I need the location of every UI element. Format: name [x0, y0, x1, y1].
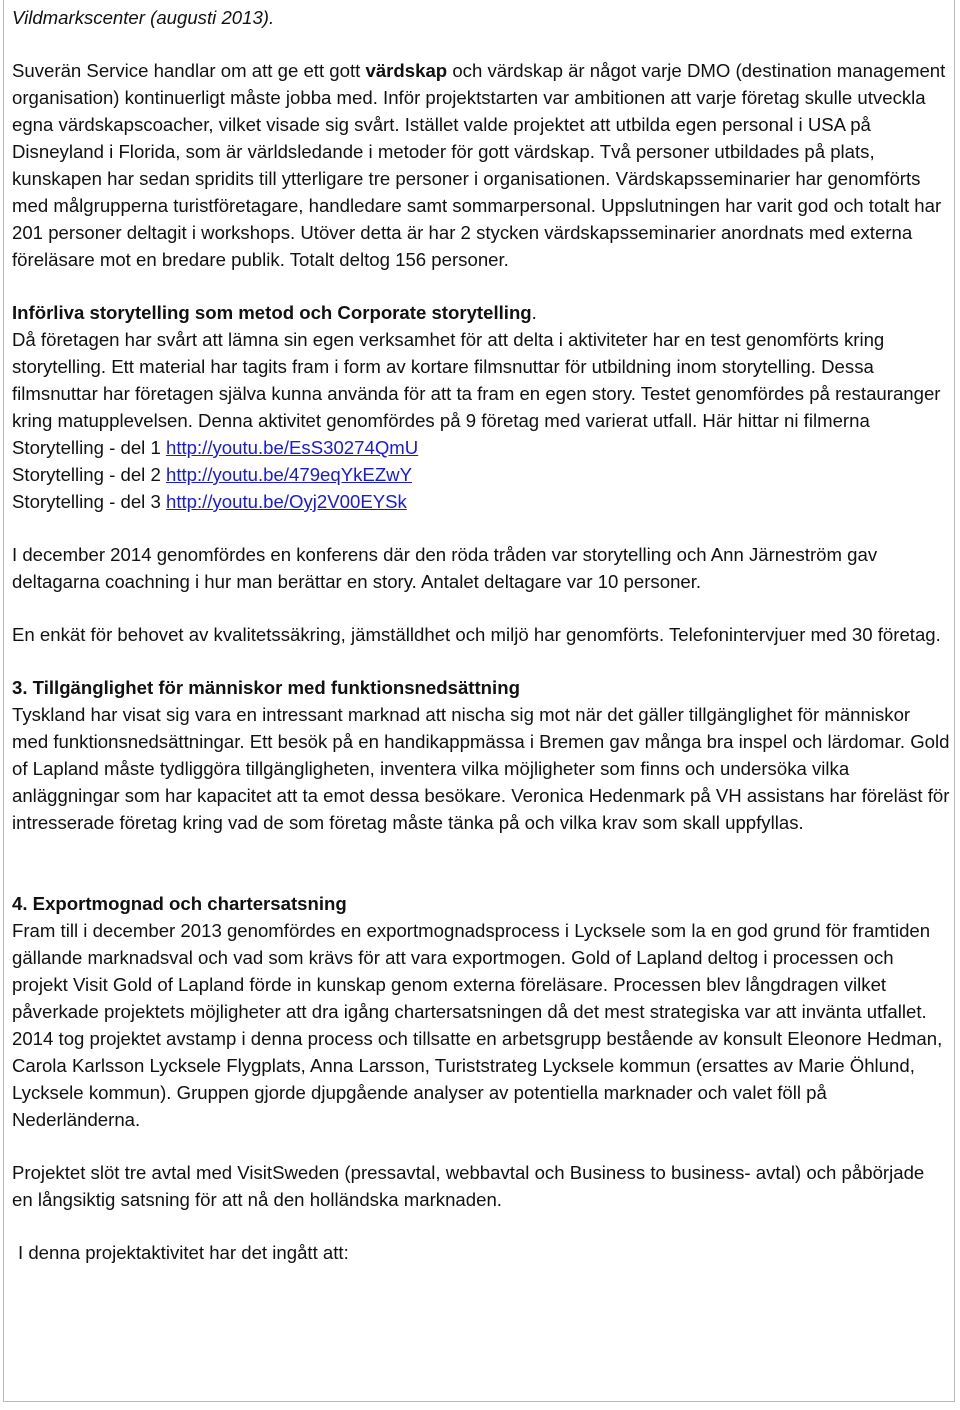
service-text-post: och värdskap är något varje DMO (destination management organisation) kontinuerligt måste jobba med. Inför projektstarten var ambitionen att varje företag skulle utveckla egna värdskapscoacher, vilket visade sig svårt. Istället valde projektet att utbilda egen personal i USA på Disneyland i Florida, som är världsledande i metoder för gott värdskap. Två personer utbildades på plats, kunskapen har sedan spridits till ytterligare tre personer i organisationen. Värdskapsseminarier har genomförts med målgrupperna turistföretagare, handledare samt sommarpersonal. Uppslutningen har varit god och totalt har 201 personer deltagit i workshops. Utöver detta är har 2 stycken värdskapsseminarier anordnats med externa föreläsare mot en bredare publik. Totalt deltog 156 personer.	[12, 60, 946, 270]
storytelling-link-row-3	[12, 488, 950, 515]
survey-paragraph: En enkät för behovet av kvalitetssäkring, jämställdhet och miljö har genomförts. Telefonintervjuer med 30 företag.	[12, 624, 941, 645]
spacer	[12, 515, 950, 541]
link-label: Storytelling - del 1	[12, 437, 166, 458]
link-label: Storytelling - del 2	[12, 464, 166, 485]
service-text-pre: Suverän Service handlar om att ge ett gott	[12, 60, 366, 81]
link-label: Storytelling - del 3	[12, 491, 166, 512]
spacer	[12, 273, 950, 299]
spacer	[12, 1213, 950, 1239]
spacer	[12, 836, 950, 890]
spacer	[12, 31, 950, 57]
spacer	[12, 648, 950, 674]
document-body	[12, 4, 950, 1266]
storytelling-heading-text: Införliva storytelling som metod och Corporate storytelling	[12, 302, 532, 323]
section-4-agreements: Projektet slöt tre avtal med VisitSweden (pressavtal, webbavtal och Business to business- avtal) och påbörjade en långsiktig satsning för att nå den holländska marknaden.	[12, 1162, 925, 1210]
section-4-body: Fram till i december 2013 genomfördes en exportmognadsprocess i Lycksele som la en god grund för framtiden gällande marknadsval och vad som krävs för att vara exportmogen. Gold of Lapland deltog i processen och projekt Visit Gold of Lapland förde in kunskap genom externa föreläsare. Processen blev långdragen vilket påverkade projektets möjligheter att dra igång chartersatsningen då det mest strategiska var att invänta utfallet. 2014 tog projektet avstamp i denna process och tillsatte en arbetsgrupp bestående av konsult Eleonore Hedman, Carola Karlsson Lycksele Flygplats, Anna Larsson, Turiststrateg Lycksele kommun (ersattes av Marie Öhlund, Lycksele kommun). Gruppen gjorde djupgående analyser av potentiella marknader och valet föll på Nederländerna.	[12, 920, 943, 1130]
storytelling-heading-period: .	[531, 302, 537, 323]
youtube-link-1[interactable]: http://youtu.be/EsS30274QmU	[166, 437, 419, 458]
storytelling-body: Då företagen har svårt att lämna sin egen verksamhet för att delta i aktiviteter har en test genomförts kring storytelling. Ett material har tagits fram i form av kortare filmsnuttar för utbildning inom storytelling. Dessa filmsnuttar har företagen själva kunna använda för att ta fram en egen story. Testet genomfördes på restauranger kring matupplevelsen. Denna aktivitet genomfördes på 9 företag med varierat utfall. Här hittar ni filmerna	[12, 329, 941, 431]
service-paragraph	[12, 57, 950, 273]
section-3-body: Tyskland har visat sig vara en intressant marknad att nischa sig mot när det gäller tillgänglighet för människor med funktionsnedsättningar. Ett besök på en handikappmässa i Bremen gav många bra inspel och lärdomar. Gold of Lapland måste tydliggöra tillgängligheten, inventera vilka möjligheter som finns och undersöka vilka anläggningar som har kapacitet att ta emot dessa besökare. Veronica Hedenmark på VH assistans har föreläst för intresserade företag kring vad de som företag måste tänka på och vilka krav som skall uppfyllas.	[12, 704, 950, 833]
section-4-activity-intro: I denna projektaktivitet har det ingått att:	[18, 1242, 349, 1263]
section-3-heading: 3. Tillgänglighet för människor med funktionsnedsättning	[12, 677, 520, 698]
spacer	[12, 595, 950, 621]
youtube-link-2[interactable]: http://youtu.be/479eqYkEZwY	[166, 464, 413, 485]
youtube-link-3[interactable]: http://youtu.be/Oyj2V00EYSk	[166, 491, 407, 512]
conference-paragraph: I december 2014 genomfördes en konferens där den röda tråden var storytelling och Ann Järneström gav deltagarna coachning i hur man berättar en story. Antalet deltagare var 10 personer.	[12, 544, 878, 592]
storytelling-heading	[12, 299, 950, 326]
storytelling-link-row-2	[12, 461, 950, 488]
service-bold-term: värdskap	[365, 60, 448, 81]
section-4-heading: 4. Exportmognad och chartersatsning	[12, 893, 347, 914]
spacer	[12, 1133, 950, 1159]
storytelling-link-row-1	[12, 434, 950, 461]
intro-line: Vildmarkscenter (augusti 2013).	[12, 7, 275, 28]
